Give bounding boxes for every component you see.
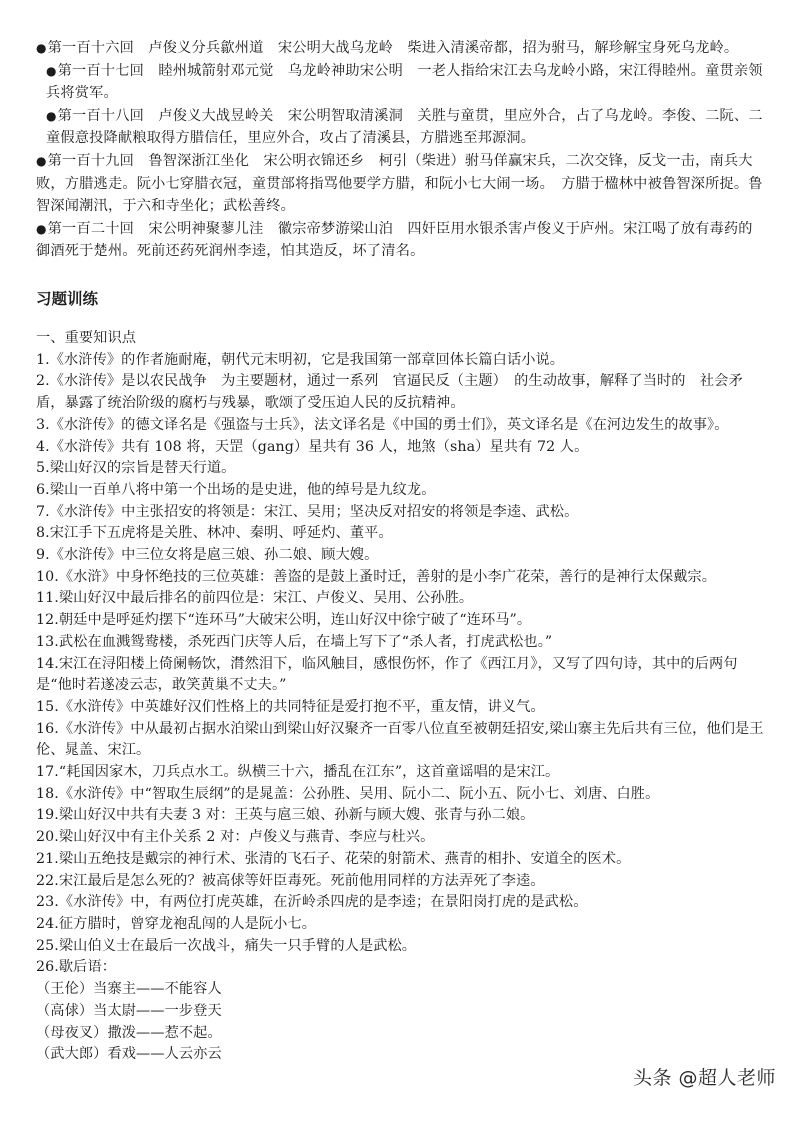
bullet-icon: ● bbox=[36, 221, 47, 236]
subsection-heading: 一、重要知识点 bbox=[36, 330, 137, 346]
list-item: 21.梁山五绝技是戴宗的神行术、张清的飞石子、花荣的射箭术、燕青的相扑、安道全的医术。 bbox=[36, 850, 631, 867]
bullet-icon: ● bbox=[36, 153, 47, 168]
bullet-icon: ● bbox=[46, 63, 57, 78]
saying-item: （武大郎）看戏——人云亦云 bbox=[36, 1046, 222, 1063]
list-item: 13.武松在血溅鸳鸯楼，杀死西门庆等人后，在墙上写下了“杀人者，打虎武松也。” bbox=[36, 633, 553, 650]
list-item: 17.“耗国因家木，刀兵点水工。纵横三十六，播乱在江东”，这首童谣唱的是宋江。 bbox=[36, 764, 560, 781]
list-item: 25.梁山伯义士在最后一次战斗，痛失一只手臂的人是武松。 bbox=[36, 937, 417, 954]
list-item: 18.《水浒传》中“智取生辰纲”的是晁盖：公孙胜、吴用、阮小二、阮小五、阮小七、刘唐、白胜。 bbox=[36, 785, 660, 802]
list-item: 5.梁山好汉的宗旨是替天行道。 bbox=[36, 460, 236, 477]
saying-item: （高俅）当太尉——一步登天 bbox=[36, 1002, 222, 1019]
list-item: 10.《水浒》中身怀绝技的三位英雄：善盗的是鼓上蚤时迁，善射的是小李广花荣，善行的是神行太保戴宗。 bbox=[36, 568, 717, 585]
list-item: 16.《水浒传》中从最初占据水泊梁山到梁山好汉聚齐一百零八位直至被朝廷招安,梁山寨主先后共有三位，他们是王伦、晁盖、宋江。 bbox=[36, 720, 764, 759]
list-item: 3.《水浒传》的德文译名是《强盗与士兵》，法文译名是《中国的勇士们》，英文译名是《在河边发生的故事》。 bbox=[36, 416, 729, 433]
chapter-summary: ●第一百十六回 卢俊义分兵歙州道 宋公明大战乌龙岭 柴进入清溪帝都，招为驸马，解珍解宝身死乌龙岭。 bbox=[36, 40, 739, 56]
list-item: 1.《水浒传》的作者施耐庵，朝代元末明初，它是我国第一部章回体长篇白话小说。 bbox=[36, 351, 565, 368]
list-item: 23.《水浒传》中，有两位打虎英雄，在沂岭杀四虎的是李逵；在景阳岗打虎的是武松。 bbox=[36, 894, 588, 911]
chapter-summaries bbox=[36, 37, 766, 263]
list-item: 20.梁山好汉中有主仆关系 2 对：卢俊义与燕青、李应与杜兴。 bbox=[36, 829, 435, 846]
list-item: 19.梁山好汉中共有夫妻 3 对：王英与扈三娘、孙新与顾大嫂、张青与孙二娘。 bbox=[36, 807, 535, 824]
list-item: 24.征方腊时，曾穿龙袍乱闯的人是阮小七。 bbox=[36, 915, 317, 932]
bullet-icon: ● bbox=[46, 108, 57, 123]
list-item: 9.《水浒传》中三位女将是扈三娘、孙二娘、顾大嫂。 bbox=[36, 547, 379, 564]
list-item: 2.《水浒传》是以农民战争 为主要题材，通过一系列 官逼民反（主题） 的生动故事，解释了当时的 社会矛盾，暴露了统治阶级的腐朽与残暴，歌颂了受压迫人民的反抗精神。 bbox=[36, 373, 743, 412]
list-item: 4.《水浒传》共有 108 将，天罡（gang）星共有 36 人，地煞（sha）星共有 72 人。 bbox=[36, 438, 589, 455]
saying-item: （王伦）当寨主——不能容人 bbox=[36, 981, 222, 998]
watermark-logo: 头条 @超人老师 bbox=[632, 1067, 776, 1089]
chapter-summary: ●第一百二十回 宋公明神聚蓼儿洼 徽宗帝梦游梁山泊 四奸臣用水银杀害卢俊义于庐州。宋江喝了放有毒药的御酒死于楚州。死前还药死润州李逵，怕其造反，坏了清名。 bbox=[36, 220, 753, 260]
list-item: 6.梁山一百单八将中第一个出场的是史进，他的绰号是九纹龙。 bbox=[36, 481, 436, 498]
section-title: 习题训练 bbox=[36, 290, 99, 308]
list-item: 7.《水浒传》中主张招安的将领是：宋江、吴用；坚决反对招安的将领是李逵、武松。 bbox=[36, 503, 579, 520]
chapter-summary: ●第一百十九回 鲁智深浙江坐化 宋公明衣锦还乡 柯引（柴进）驸马佯赢宋兵，二次交锋，反戈一击，南兵大败，方腊逃走。阮小七穿腊衣冠，童贯部将指骂他要学方腊，和阮小七大闹一场。 方腊于楹林中被鲁智深所捉。鲁智深闻潮汛，于六和寺坐化；武松善终。 bbox=[36, 152, 763, 215]
saying-item: （母夜叉）撒泼——惹不起。 bbox=[36, 1024, 222, 1041]
chapter-summary: ●第一百十七回 睦州城箭射邓元觉 乌龙岭神助宋公明 一老人指给宋江去乌龙岭小路，宋江得睦州。童贯亲领兵将赏军。 bbox=[46, 62, 763, 102]
exercise-list bbox=[36, 328, 768, 1066]
chapter-summary: ●第一百十八回 卢俊义大战昱岭关 宋公明智取清溪洞 关胜与童贯，里应外合，占了乌龙岭。李俊、二阮、二童假意投降献粮取得方腊信任，里应外合，攻占了清溪县，方腊逃至邦源洞。 bbox=[46, 107, 763, 147]
list-item: 15.《水浒传》中英雄好汉们性格上的共同特征是爱打抱不平，重友情，讲义气。 bbox=[36, 698, 545, 715]
list-item: 12.朝廷中是呼延灼摆下“连环马”大破宋公明，连山好汉中徐宁破了“连环马”。 bbox=[36, 612, 532, 629]
list-item: 8.宋江手下五虎将是关胜、林冲、秦明、呼延灼、董平。 bbox=[36, 525, 393, 542]
list-item: 26.歇后语： bbox=[36, 959, 117, 976]
list-item: 22.宋江最后是怎么死的？被高俅等奸臣毒死。死前他用同样的方法弄死了李逵。 bbox=[36, 872, 545, 889]
list-item: 11.梁山好汉中最后排名的前四位是：宋江、卢俊义、吴用、公孙胜。 bbox=[36, 590, 474, 607]
list-item: 14.宋江在浔阳楼上倚阑畅饮，潸然泪下，临风触目，感恨伤怀，作了《西江月》，又写了四句诗，其中的后两句是“他时若遂凌云志，敢笑黄巢不丈夫。” bbox=[36, 655, 738, 694]
bullet-icon: ● bbox=[36, 41, 47, 55]
